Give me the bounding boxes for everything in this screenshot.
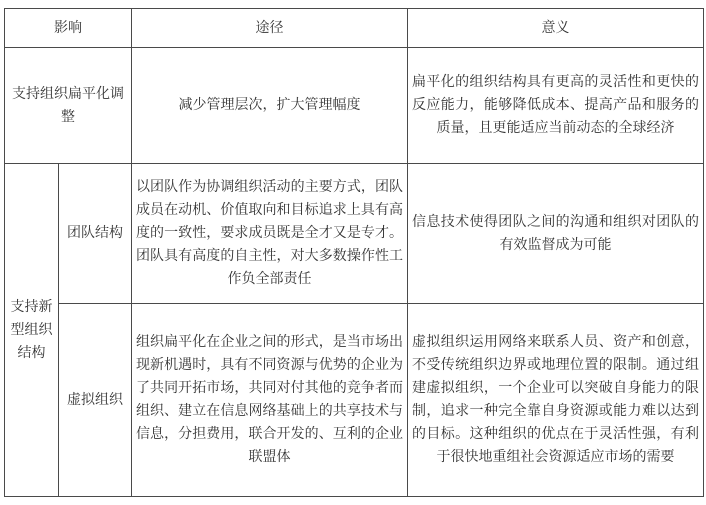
header-impact: 影响 (5, 9, 132, 48)
meaning-cell: 信息技术使得团队之间的沟通和组织对团队的有效监督成为可能 (408, 164, 704, 304)
table-row (5, 164, 704, 304)
path-cell: 以团队作为协调组织活动的主要方式，团队成员在动机、价值取向和目标追求上具有高度的一致性，要求成员既是全才又是专才。团队具有高度的自主性，对大多数操作性工作负全部责任 (132, 164, 408, 304)
path-cell: 减少管理层次，扩大管理幅度 (132, 48, 408, 164)
group-cell: 支持新型组织结构 (5, 164, 59, 497)
table-row (5, 304, 704, 497)
impact-cell: 支持组织扁平化调整 (5, 48, 132, 164)
header-path: 途径 (132, 9, 408, 48)
meaning-cell: 扁平化的组织结构具有更高的灵活性和更快的反应能力，能够降低成本、提高产品和服务的质量，且更能适应当前动态的全球经济 (408, 48, 704, 164)
header-meaning: 意义 (408, 9, 704, 48)
table-row (5, 48, 704, 164)
meaning-cell: 虚拟组织运用网络来联系人员、资产和创意，不受传统组织边界或地理位置的限制。通过组建虚拟组织，一个企业可以突破自身能力的限制，追求一种完全靠自身资源或能力难以达到的目标。这种组织的优点在于灵活性强，有利于很快地重组社会资源适应市场的需要 (408, 304, 704, 497)
impact-cell: 团队结构 (59, 164, 132, 304)
impact-table (4, 8, 704, 497)
path-cell: 组织扁平化在企业之间的形式，是当市场出现新机遇时，具有不同资源与优势的企业为了共同开拓市场，共同对付其他的竞争者而组织、建立在信息网络基础上的共享技术与信息，分担费用，联合开发的、互利的企业联盟体 (132, 304, 408, 497)
impact-cell: 虚拟组织 (59, 304, 132, 497)
header-row (5, 9, 704, 48)
